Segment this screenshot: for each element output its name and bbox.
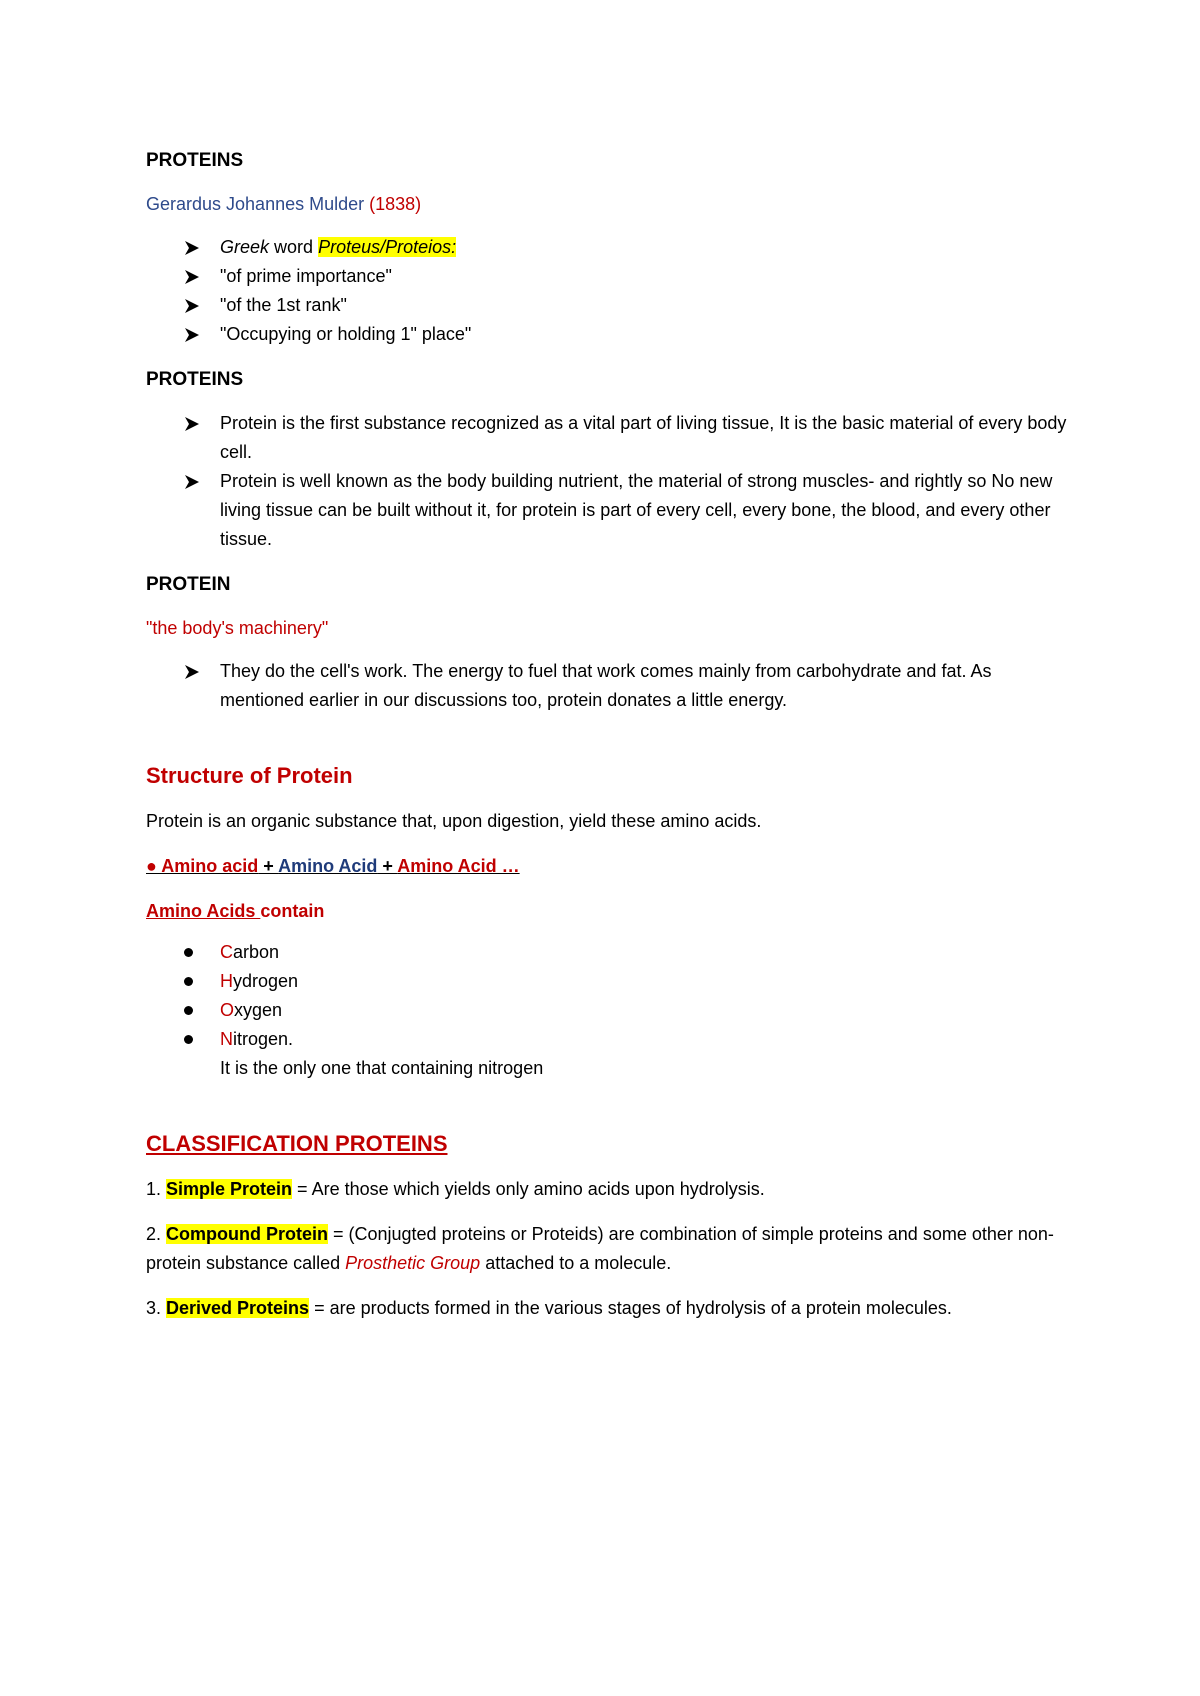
list-item (146, 657, 1076, 715)
list-item (146, 233, 1076, 262)
classification-item-2 (146, 1220, 1076, 1278)
element-rest: xygen (234, 1000, 283, 1020)
structure-intro: Protein is an organic substance that, upon digestion, yield these amino acids. (146, 811, 762, 831)
item-text: = are products formed in the various stages of hydrolysis of a protein molecules. (309, 1298, 952, 1318)
section-heading-proteins: PROTEINS (146, 150, 244, 171)
section-heading-proteins-2: PROTEINS (146, 369, 244, 390)
arrowhead-bullet-icon (184, 409, 204, 438)
element-initial: N (220, 1029, 233, 1049)
arrowhead-bullet-icon (184, 320, 204, 349)
item-text: = Are those which yields only amino acids upon hydrolysis. (292, 1179, 765, 1199)
list-item-text: "Occupying or holding 1" place" (220, 324, 472, 344)
list-item-nitrogen (146, 1025, 1076, 1083)
chain-part-1: ● Amino acid (146, 856, 259, 876)
amino-acids-label: Amino Acids (146, 901, 261, 921)
element-initial: H (220, 971, 233, 991)
item-term: Derived Proteins (166, 1298, 310, 1318)
protein-facts-list (146, 409, 1076, 554)
round-bullet-icon (184, 948, 193, 957)
round-bullet-icon (184, 1035, 193, 1044)
round-bullet-icon (184, 1006, 193, 1015)
list-item-text: Protein is the first substance recognized as a vital part of living tissue, It is the basic material of every body cell. (220, 413, 1067, 462)
chain-plus-2: + (377, 856, 398, 876)
chain-part-2: Amino Acid (278, 856, 378, 876)
author-name: Gerardus Johannes Mulder (146, 194, 365, 214)
chain-part-3: Amino Acid … (397, 856, 520, 876)
classification-item-1 (146, 1175, 1076, 1204)
classification-heading: CLASSIFICATION PROTEINS (146, 1131, 448, 1156)
item-number: 1. (146, 1179, 167, 1199)
amino-acid-chain (146, 852, 1076, 881)
element-rest: arbon (233, 942, 280, 962)
list-item (146, 320, 1076, 349)
arrowhead-bullet-icon (184, 467, 204, 496)
greek-word: Greek (220, 237, 270, 257)
author-line (146, 190, 1076, 219)
etymology-list (146, 233, 1076, 349)
elements-list (146, 938, 1076, 1083)
arrowhead-bullet-icon (184, 233, 204, 262)
nitrogen-note: It is the only one that containing nitrogen (220, 1058, 544, 1078)
list-item (146, 262, 1076, 291)
list-item-hydrogen (146, 967, 1076, 996)
list-item-text: Protein is well known as the body building nutrient, the material of strong muscles- and rightly so No new living tissue can be built without it, for protein is part of every cell, every bone, the blood, and every other tissue. (220, 471, 1053, 549)
amino-acids-contain-heading (146, 897, 1076, 926)
prosthetic-group-term: Prosthetic Group (345, 1253, 481, 1273)
structure-heading: Structure of Protein (146, 763, 353, 788)
list-item-carbon (146, 938, 1076, 967)
item-term: Simple Protein (166, 1179, 293, 1199)
proteus-term: Proteus/Proteios: (318, 237, 457, 257)
author-year: (1838) (369, 194, 422, 214)
list-item (146, 409, 1076, 467)
arrowhead-bullet-icon (184, 657, 204, 686)
machinery-quote: "the body's machinery" (146, 618, 329, 638)
list-item-text: "of the 1st rank" (220, 295, 347, 315)
item-number: 3. (146, 1298, 167, 1318)
item-number: 2. (146, 1224, 167, 1244)
element-initial: O (220, 1000, 235, 1020)
section-heading-protein: PROTEIN (146, 574, 231, 595)
element-rest: ydrogen (233, 971, 299, 991)
arrowhead-bullet-icon (184, 262, 204, 291)
item-text: = (Conjugted proteins or Proteids) are combination of simple proteins and some other non-protein substance called (146, 1224, 1054, 1273)
item-text-end: attached to a molecule. (480, 1253, 672, 1273)
element-initial: C (220, 942, 233, 962)
item-term: Compound Protein (166, 1224, 328, 1244)
round-bullet-icon (184, 977, 193, 986)
list-item (146, 291, 1076, 320)
list-item-text: They do the cell's work. The energy to fuel that work comes mainly from carbohydrate and fat. As mentioned earlier in our discussions too, protein donates a little energy. (220, 661, 992, 710)
arrowhead-bullet-icon (184, 291, 204, 320)
document-content (146, 146, 1076, 1323)
contain-label: contain (260, 901, 325, 921)
list-item-oxygen (146, 996, 1076, 1025)
classification-item-3 (146, 1294, 1076, 1323)
word-text: word (269, 237, 319, 257)
chain-plus-1: + (258, 856, 279, 876)
element-rest: itrogen. (233, 1029, 294, 1049)
list-item-text: "of prime importance" (220, 266, 392, 286)
list-item (146, 467, 1076, 554)
machinery-list (146, 657, 1076, 715)
